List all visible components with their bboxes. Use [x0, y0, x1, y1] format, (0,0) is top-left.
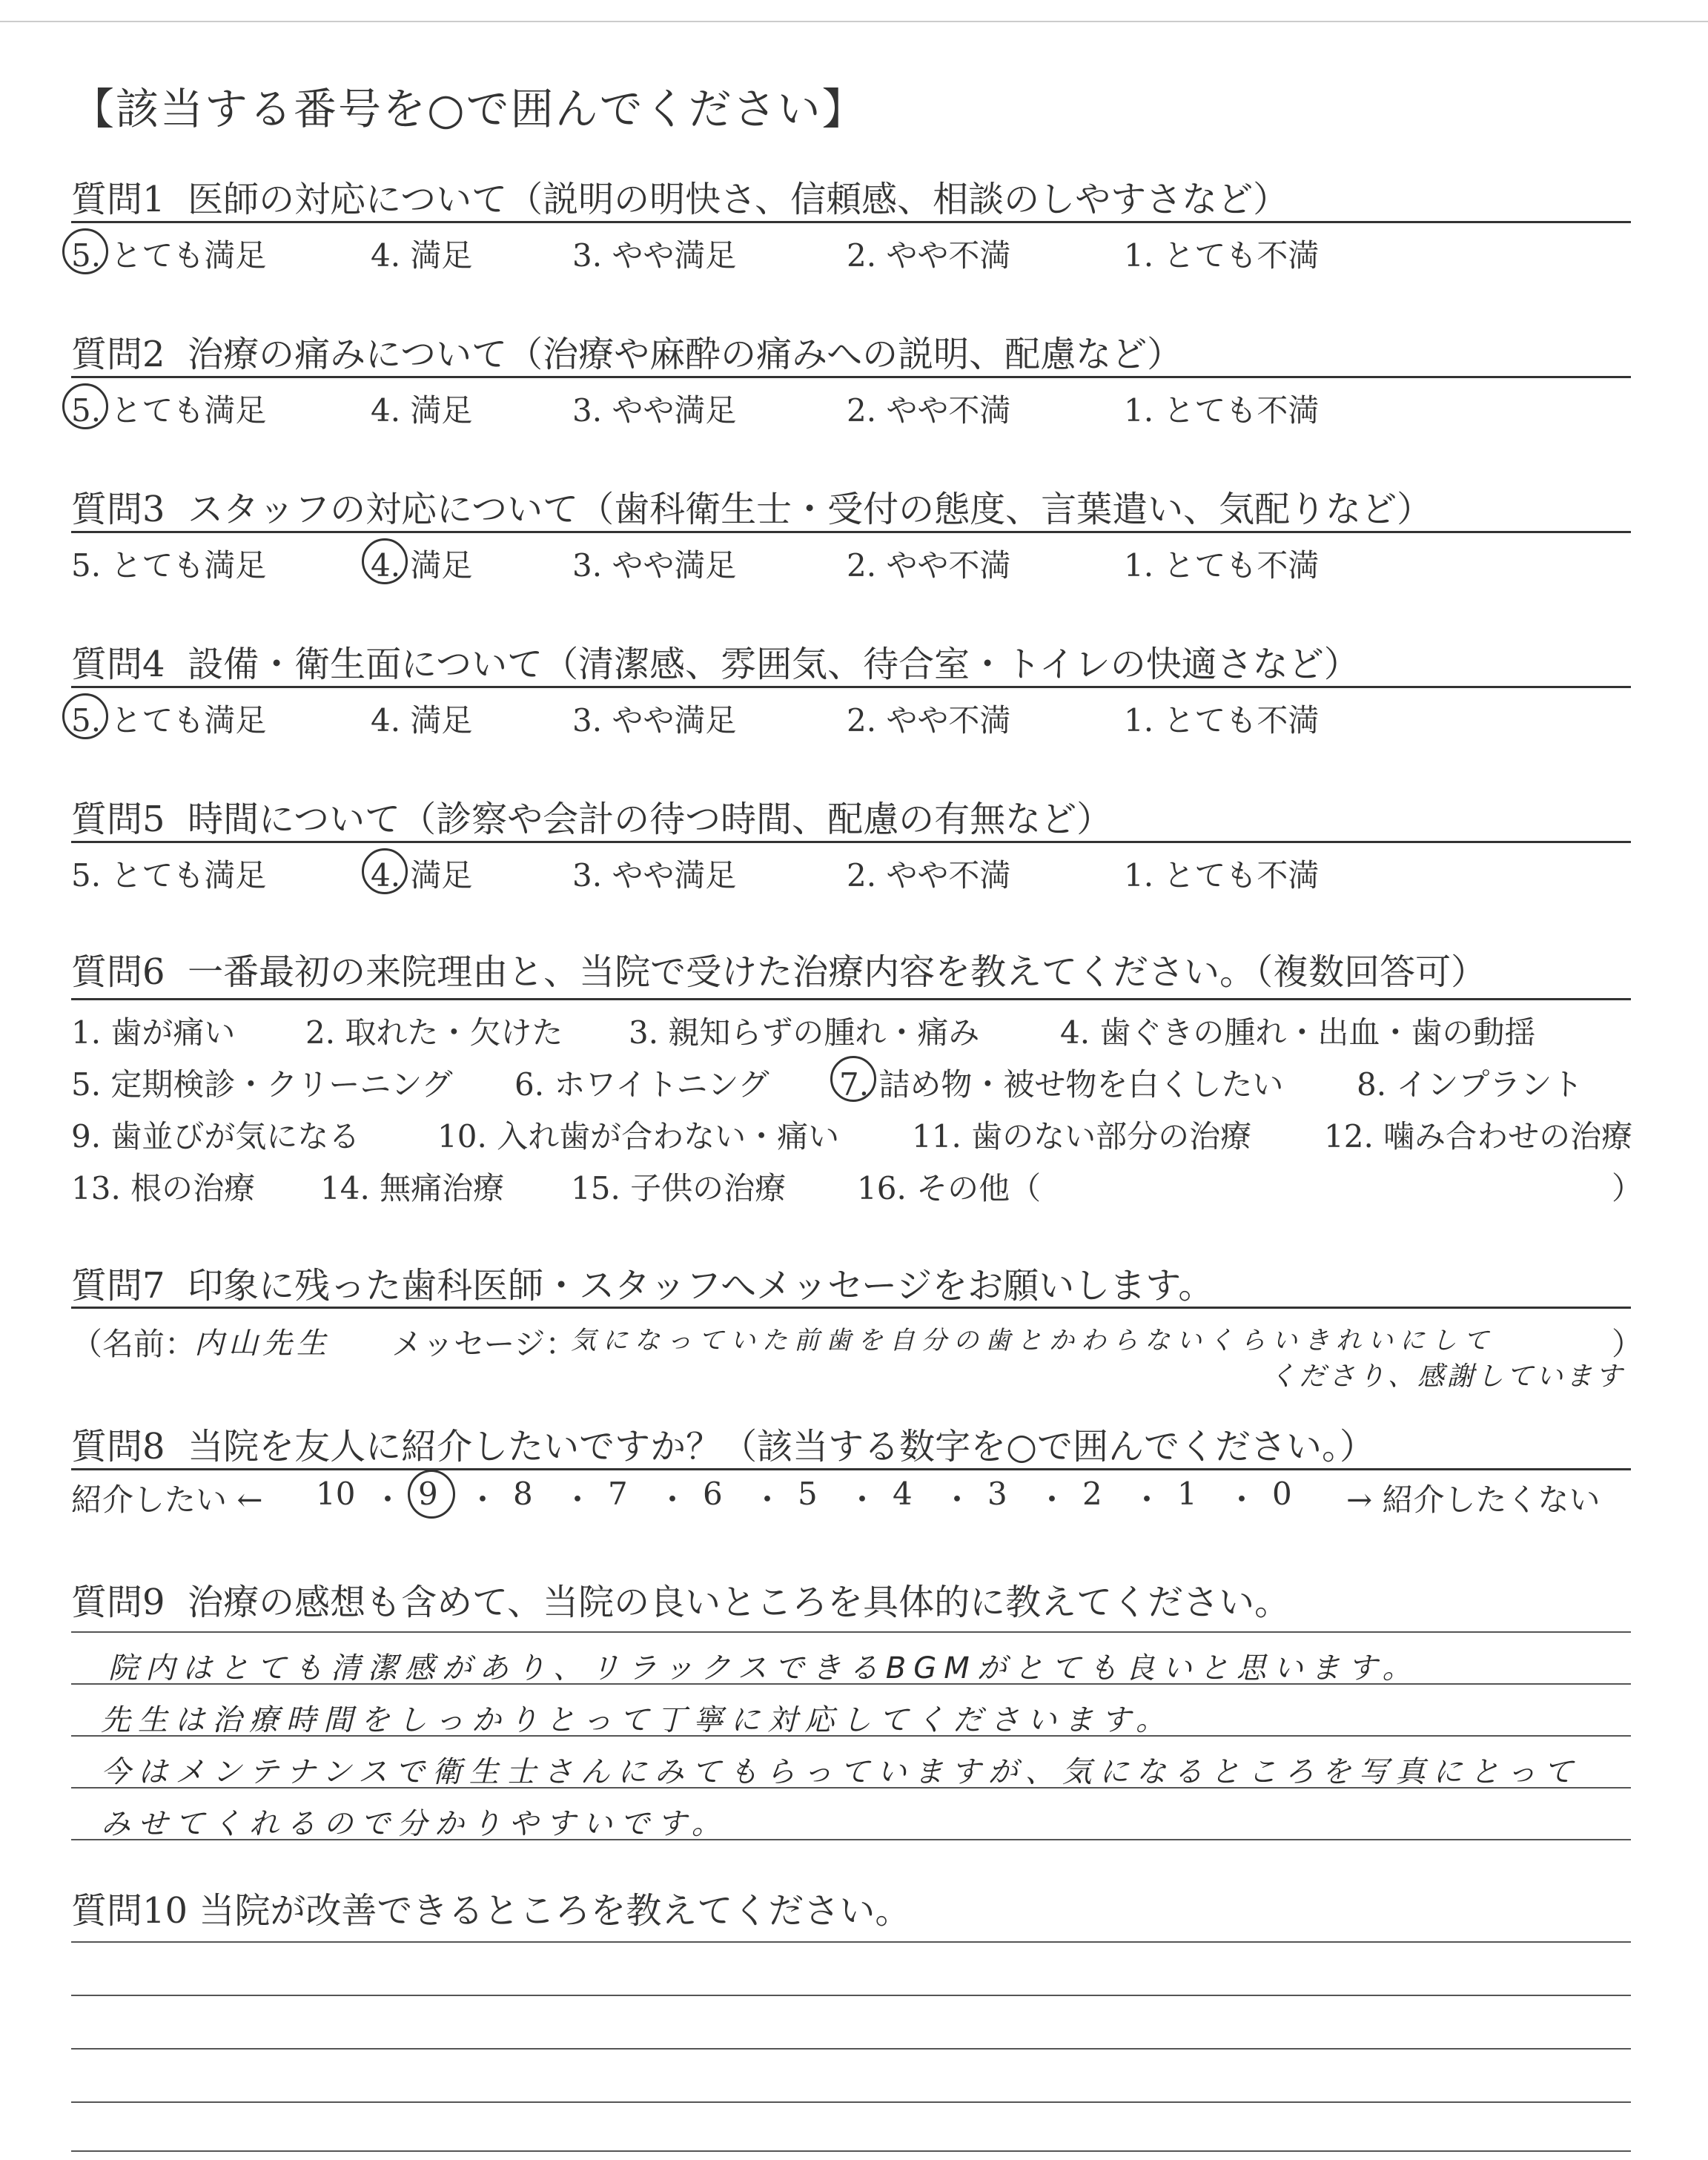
q7-name-value: 内山先生 — [194, 1327, 331, 1361]
q8-scale-value[interactable]: 10 — [316, 1476, 356, 1512]
q6-option[interactable]: 3. 親知らずの腫れ・痛み — [629, 1014, 980, 1051]
selected-circle-mark — [830, 1056, 876, 1102]
question-2-option[interactable]: 3. やや満足 — [572, 392, 737, 429]
q6-option[interactable]: 1. 歯が痛い — [71, 1014, 236, 1051]
answer-rule — [71, 1995, 1631, 1996]
q10-text: 当院が改善できるところを教えてください。 — [199, 1890, 911, 1932]
q8-scale-dot: ・ — [1226, 1482, 1258, 1518]
q6-option[interactable]: 8. インプラント — [1357, 1066, 1583, 1103]
question-3-option[interactable]: 1. とても不満 — [1124, 547, 1320, 584]
question-4-text: 設備・衛生面について（清潔感、雰囲気、待合室・トイレの快適さなど） — [188, 644, 1360, 685]
q8-scale-value[interactable]: 8 — [513, 1476, 533, 1512]
question-2-rule — [71, 376, 1631, 378]
q8-scale-dot: ・ — [752, 1482, 784, 1518]
q7-close-paren: ） — [1612, 1326, 1644, 1362]
question-2-option[interactable]: 4. 満足 — [371, 392, 473, 429]
question-3-option[interactable]: 2. やや不満 — [847, 547, 1011, 584]
q8-label: 質問8 当院を友人に紹介したいですか？（該当する数字を○で囲んでください。） — [71, 1426, 1375, 1467]
question-1-option[interactable]: 1. とても不満 — [1124, 237, 1320, 274]
q6-option[interactable]: 14. 無痛治療 — [320, 1170, 505, 1206]
question-1-rule — [71, 221, 1631, 223]
question-5-option[interactable]: 4. 満足 — [371, 857, 473, 894]
q8-scale-value[interactable]: 7 — [608, 1476, 628, 1512]
q7-label: 質問7 印象に残った歯科医師・スタッフへメッセージをお願いします。 — [71, 1265, 1214, 1307]
selected-circle-mark — [408, 1470, 455, 1519]
q8-right-label: → 紹介したくない — [1346, 1482, 1601, 1518]
q6-option[interactable]: 4. 歯ぐきの腫れ・出血・歯の動揺 — [1060, 1014, 1536, 1051]
question-4-option[interactable]: 1. とても不満 — [1124, 702, 1320, 739]
selected-circle-mark — [62, 228, 108, 274]
question-4-option[interactable]: 4. 満足 — [371, 702, 473, 739]
q8-scale-dot: ・ — [467, 1482, 499, 1518]
q8-scale-dot: ・ — [941, 1482, 973, 1518]
q8-rule — [71, 1468, 1631, 1470]
answer-rule — [71, 1941, 1631, 1943]
q6-option[interactable]: 12. 噛み合わせの治療 — [1324, 1118, 1633, 1155]
q6-label: 質問6 一番最初の来院理由と、当院で受けた治療内容を教えてください。（複数回答可） — [71, 951, 1487, 993]
q6-option[interactable]: 2. 取れた・欠けた — [305, 1014, 563, 1051]
question-1-option[interactable]: 3. やや満足 — [572, 237, 737, 274]
question-5-option[interactable]: 1. とても不満 — [1124, 857, 1320, 894]
q6-rule — [71, 998, 1631, 1000]
question-2-option[interactable]: 2. やや不満 — [847, 392, 1011, 429]
question-1-label: 質問1 医師の対応について（説明の明快さ、信頼感、相談のしやすさなど） — [71, 179, 1289, 220]
selected-circle-mark — [362, 538, 408, 584]
answer-rule — [71, 2150, 1631, 2152]
q9-answer-line: 今はメンテナンスで衛生士さんにみてもらっていますが、気になるところを写真にとって — [101, 1755, 1580, 1789]
q10-label: 質問10 当院が改善できるところを教えてください。 — [71, 1890, 911, 1932]
q7-rule — [71, 1307, 1631, 1309]
q8-scale-value[interactable]: 2 — [1082, 1476, 1102, 1512]
q6-other-close-paren: ） — [1612, 1170, 1644, 1206]
q9-answer-line: みせてくれるので分かりやすいです。 — [101, 1807, 729, 1841]
q7-name-prefix: （名前： — [71, 1326, 196, 1362]
scan-edge-line — [0, 21, 1708, 22]
q6-option[interactable]: 15. 子供の治療 — [571, 1170, 787, 1206]
q8-left-label: 紹介したい ← — [71, 1482, 263, 1518]
q6-option[interactable]: 6. ホワイトニング — [514, 1066, 769, 1103]
q6-option[interactable]: 5. 定期検診・クリーニング — [71, 1066, 453, 1103]
question-3-text: スタッフの対応について（歯科衛生士・受付の態度、言葉遣い、気配りなど） — [188, 489, 1433, 530]
q8-scale-value[interactable]: 1 — [1177, 1476, 1197, 1512]
q8-scale-value[interactable]: 0 — [1272, 1476, 1292, 1512]
question-5-text: 時間について（診察や会計の待つ時間、配慮の有無など） — [188, 799, 1113, 840]
q8-scale-value[interactable]: 3 — [987, 1476, 1007, 1512]
q6-text: 一番最初の来院理由と、当院で受けた治療内容を教えてください。（複数回答可） — [188, 951, 1487, 993]
question-3-option[interactable]: 4. 満足 — [371, 547, 473, 584]
q6-option[interactable]: 10. 入れ歯が合わない・痛い — [437, 1118, 840, 1155]
q8-scale-dot: ・ — [1036, 1482, 1068, 1518]
q6-option[interactable]: 7. 詰め物・被せ物を白くしたい — [839, 1066, 1284, 1103]
question-3-option[interactable]: 3. やや満足 — [572, 547, 737, 584]
question-5-option[interactable]: 2. やや不満 — [847, 857, 1011, 894]
question-2-text: 治療の痛みについて（治療や麻酔の痛みへの説明、配慮など） — [188, 334, 1183, 375]
q7-message-line2: くださり、感謝しています — [1269, 1361, 1626, 1392]
q8-scale-value[interactable]: 4 — [893, 1476, 913, 1512]
q6-option[interactable]: 13. 根の治療 — [71, 1170, 256, 1206]
q9-answer-line: 院内はとても清潔感があり、リラックスできるBGMがとても良いと思います。 — [108, 1651, 1420, 1685]
q7-message-line1: 気になっていた前歯を自分の歯とかわらないくらいきれいにして — [571, 1326, 1495, 1355]
question-3-option[interactable]: 5. とても満足 — [71, 547, 267, 584]
question-3-rule — [71, 531, 1631, 533]
q8-text: 当院を友人に紹介したいですか？（該当する数字を○で囲んでください。） — [188, 1426, 1375, 1467]
q8-scale-dot: ・ — [372, 1482, 404, 1518]
question-2-option[interactable]: 5. とても満足 — [71, 392, 267, 429]
question-1-option[interactable]: 5. とても満足 — [71, 237, 267, 274]
q8-scale-dot: ・ — [847, 1482, 878, 1518]
question-2-label: 質問2 治療の痛みについて（治療や麻酔の痛みへの説明、配慮など） — [71, 334, 1183, 375]
q9-label: 質問9 治療の感想も含めて、当院の良いところを具体的に教えてください。 — [71, 1582, 1291, 1623]
question-1-option[interactable]: 2. やや不満 — [847, 237, 1011, 274]
question-4-option[interactable]: 2. やや不満 — [847, 702, 1011, 739]
answer-rule — [71, 1631, 1631, 1633]
selected-circle-mark — [62, 693, 108, 739]
q8-scale-value[interactable]: 6 — [703, 1476, 723, 1512]
selected-circle-mark — [362, 848, 408, 894]
question-4-label: 質問4 設備・衛生面について（清潔感、雰囲気、待合室・トイレの快適さなど） — [71, 644, 1360, 685]
page-instruction: 【該当する番号を○で囲んでください】 — [71, 84, 867, 134]
q8-scale-value[interactable]: 5 — [798, 1476, 818, 1512]
q8-scale-dot: ・ — [657, 1482, 689, 1518]
question-5-label: 質問5 時間について（診察や会計の待つ時間、配慮の有無など） — [71, 799, 1113, 840]
question-4-option[interactable]: 5. とても満足 — [71, 702, 267, 739]
selected-circle-mark — [62, 383, 108, 429]
q7-message-label: メッセージ： — [391, 1326, 577, 1362]
q9-text: 治療の感想も含めて、当院の良いところを具体的に教えてください。 — [188, 1582, 1291, 1623]
q6-option[interactable]: 16. その他（ — [857, 1170, 1042, 1206]
q9-answer-line: 先生は治療時間をしっかりとって丁寧に対応してくださいます。 — [101, 1703, 1173, 1737]
question-4-rule — [71, 686, 1631, 688]
answer-rule — [71, 2101, 1631, 2103]
question-1-text: 医師の対応について（説明の明快さ、信頼感、相談のしやすさなど） — [188, 179, 1289, 220]
question-5-option[interactable]: 3. やや満足 — [572, 857, 737, 894]
question-1-option[interactable]: 4. 満足 — [371, 237, 473, 274]
q6-option[interactable]: 11. 歯のない部分の治療 — [912, 1118, 1252, 1155]
answer-rule — [71, 2048, 1631, 2050]
q8-scale-dot: ・ — [562, 1482, 594, 1518]
q6-option[interactable]: 9. 歯並びが気になる — [71, 1118, 360, 1155]
question-2-option[interactable]: 1. とても不満 — [1124, 392, 1320, 429]
question-5-rule — [71, 841, 1631, 843]
q8-scale-dot: ・ — [1131, 1482, 1163, 1518]
question-4-option[interactable]: 3. やや満足 — [572, 702, 737, 739]
question-5-option[interactable]: 5. とても満足 — [71, 857, 267, 894]
question-3-label: 質問3 スタッフの対応について（歯科衛生士・受付の態度、言葉遣い、気配りなど） — [71, 489, 1433, 530]
q8-scale-value[interactable]: 9 — [418, 1476, 438, 1512]
q7-text: 印象に残った歯科医師・スタッフへメッセージをお願いします。 — [188, 1265, 1214, 1307]
